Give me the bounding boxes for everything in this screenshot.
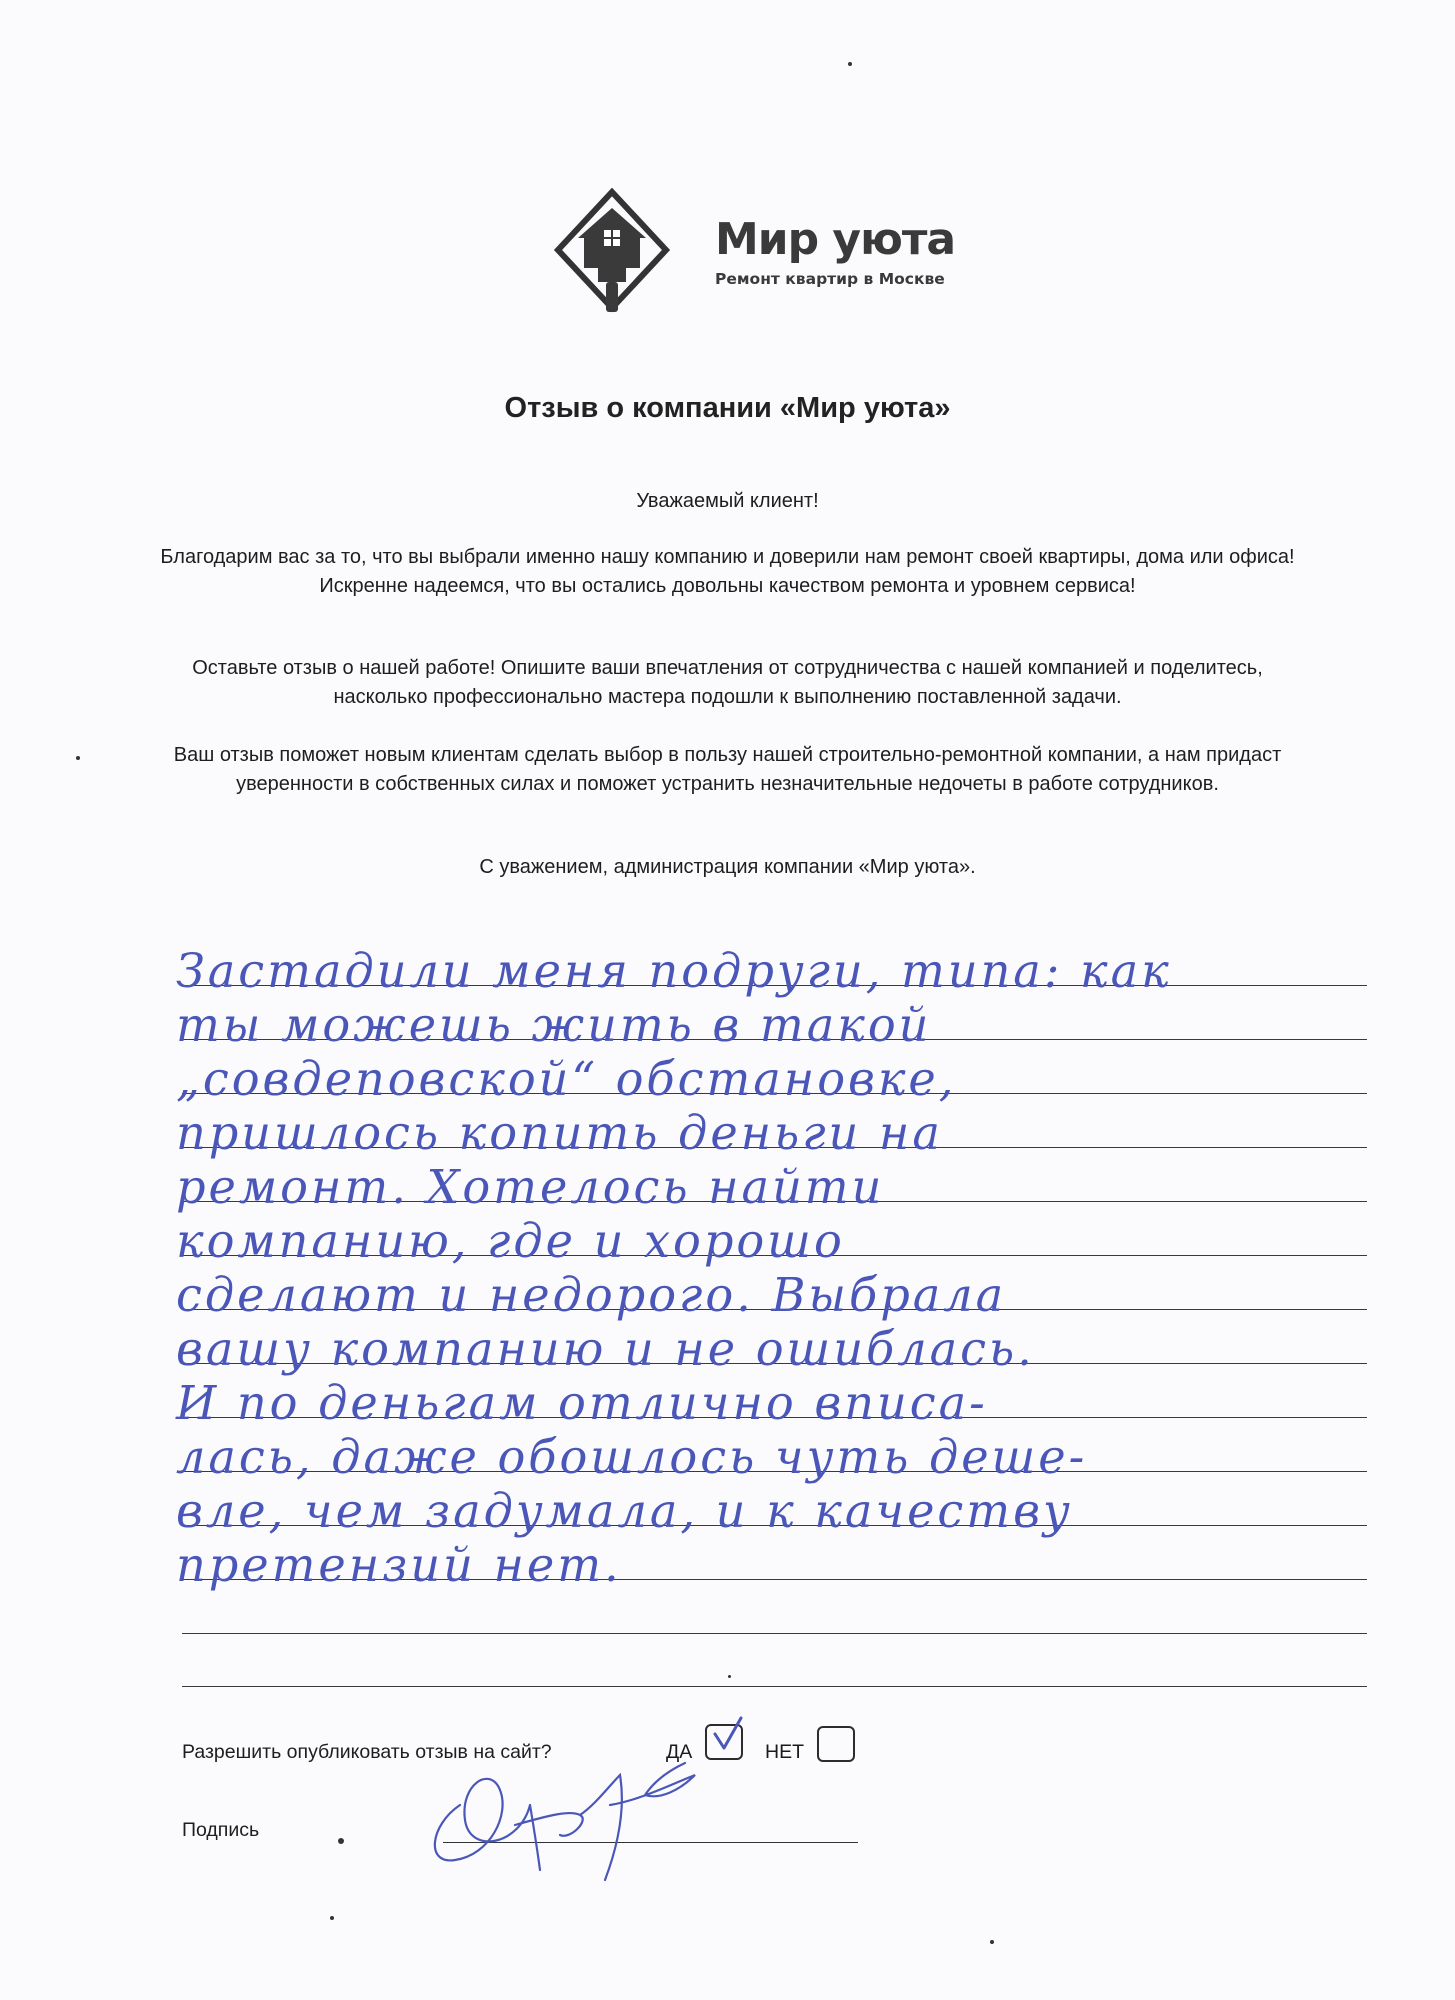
yes-label: ДА bbox=[666, 1741, 693, 1763]
signature-label: Подпись bbox=[182, 1819, 260, 1841]
scan-speck bbox=[990, 1940, 994, 1944]
handwritten-signature bbox=[420, 1745, 750, 1885]
review-text-line: Застадили меня подруги, типа: как bbox=[176, 944, 1172, 999]
review-text-line: И по деньгам отлично вписа- bbox=[176, 1376, 988, 1431]
company-logo bbox=[552, 188, 972, 323]
review-text-line: претензий нет. bbox=[176, 1538, 622, 1593]
closing-line: С уважением, администрация компании «Мир уюта». bbox=[479, 856, 976, 878]
benefit-paragraph: Ваш отзыв поможет новым клиентам сделать выбор в пользу нашей строительно-ремонтной компании, а нам придаст уверенности в собственных силах и поможет устранить незначительные недочеты в работе сотрудников. bbox=[173, 744, 1282, 795]
review-text-line: ты можешь жить в такой bbox=[176, 998, 932, 1053]
no-label: НЕТ bbox=[765, 1741, 804, 1763]
logo-name: Мир уюта bbox=[715, 214, 956, 265]
scan-speck bbox=[728, 1675, 731, 1678]
publish-question: Разрешить опубликовать отзыв на сайт? bbox=[182, 1741, 552, 1763]
scan-speck bbox=[848, 62, 852, 66]
review-text-line: ремонт. Хотелось найти bbox=[176, 1160, 885, 1215]
page-title: Отзыв о компании «Мир уюта» bbox=[504, 392, 951, 424]
intro-paragraph: Благодарим вас за то, что вы выбрали именно нашу компанию и доверили нам ремонт своей квартиры, дома или офиса! Искренне надеемся, что вы остались довольны качеством ремонта и уровнем сервиса! bbox=[160, 546, 1295, 597]
review-text-line: компанию, где и хорошо bbox=[176, 1214, 845, 1269]
review-text-line: пришлось копить деньги на bbox=[176, 1106, 943, 1161]
no-checkbox[interactable] bbox=[817, 1726, 855, 1762]
review-rule bbox=[182, 1633, 1367, 1634]
review-text-line: сделают и недорого. Выбрала bbox=[176, 1268, 1007, 1323]
logo-tagline: Ремонт квартир в Москве bbox=[715, 270, 945, 288]
scan-speck bbox=[330, 1916, 334, 1920]
request-paragraph: Оставьте отзыв о нашей работе! Опишите ваши впечатления от сотрудничества с нашей компанией и поделитесь, насколько профессионально мастера подошли к выполнению поставленной задачи. bbox=[192, 657, 1263, 708]
review-text-line: лась, даже обошлось чуть деше- bbox=[176, 1430, 1088, 1485]
greeting: Уважаемый клиент! bbox=[636, 490, 819, 512]
review-rule bbox=[182, 1686, 1367, 1687]
review-text-line: вле, чем задумала, и к качеству bbox=[176, 1484, 1073, 1539]
scan-speck bbox=[76, 756, 80, 760]
review-text-line: „совдеповской“ обстановке, bbox=[176, 1052, 957, 1107]
house-brush-icon bbox=[552, 188, 702, 323]
review-text-line: вашу компанию и не ошиблась. bbox=[176, 1322, 1035, 1377]
scan-speck bbox=[338, 1838, 344, 1844]
